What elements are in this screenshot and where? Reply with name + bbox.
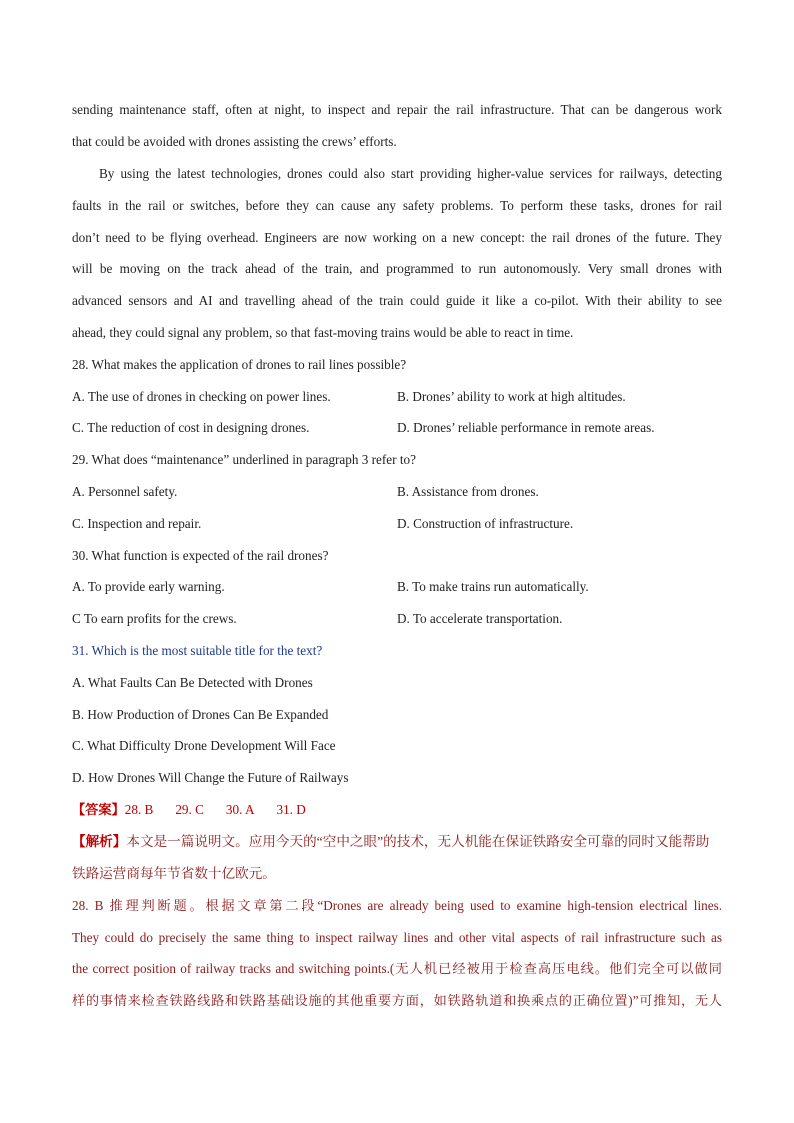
answer-item: 28. B	[124, 802, 154, 817]
option-d: D. Drones’ reliable performance in remote areas.	[397, 420, 655, 435]
analysis-detail: 样的事情来检查铁路线路和铁路基础设施的其他重要方面，如铁路轨道和换乘点的正确位置)”可推知，无人	[72, 993, 722, 1008]
option-d: D. How Drones Will Change the Future of Railways	[72, 770, 349, 785]
option-c: C. Inspection and repair.	[72, 516, 202, 531]
option-row	[72, 611, 722, 627]
passage-line: faults in the rail or switches, before they can cause any safety problems. To perform these tasks, drones for rail	[72, 198, 722, 213]
answer-item: 30. A	[225, 802, 255, 817]
analysis-tag: 【解析】	[72, 834, 127, 849]
option-c: C To earn profits for the crews.	[72, 611, 237, 626]
answer-tag: 【答案】	[72, 802, 125, 817]
option-a: A. Personnel safety.	[72, 484, 178, 499]
option-b: B. Assistance from drones.	[397, 484, 539, 499]
analysis-detail: the correct position of railway tracks and switching points.(无人机已经被用于检查高压电线。他们完全可以做同	[72, 961, 722, 976]
analysis-detail: 28. B 推理判断题。根据文章第二段“Drones are already being used to examine high-tension electrical lines.	[72, 898, 722, 913]
option-row	[72, 420, 722, 436]
option-row	[72, 579, 722, 595]
passage-line: advanced sensors and AI and travelling ahead of the train could guide it like a co-pilot. With their ability to see	[72, 293, 722, 308]
option-a: A. To provide early warning.	[72, 579, 225, 594]
option-b: B. Drones’ ability to work at high altitudes.	[397, 389, 626, 404]
option-b: B. How Production of Drones Can Be Expanded	[72, 707, 329, 722]
answer-line	[72, 802, 722, 818]
question-stem: 28. What makes the application of drones to rail lines possible?	[72, 357, 407, 372]
analysis-detail: They could do precisely the same thing to inspect railway lines and other vital aspects of rail infrastructure such as	[72, 930, 722, 945]
option-c: C. The reduction of cost in designing drones.	[72, 420, 310, 435]
option-a: A. What Faults Can Be Detected with Drones	[72, 675, 313, 690]
analysis-text: 本文是一篇说明文。应用今天的“空中之眼”的技术，无人机能在保证铁路安全可靠的同时又能帮助	[126, 834, 710, 849]
passage-line: that could be avoided with drones assisting the crews’ efforts.	[72, 134, 397, 149]
question-stem: 31. Which is the most suitable title for the text?	[72, 643, 323, 658]
passage-line: don’t need to be flying overhead. Engineers are now working on a new concept: the rail drones of the future. They	[72, 230, 722, 245]
passage-line: By using the latest technologies, drones could also start providing higher-value services for railways, detecting	[99, 166, 722, 181]
analysis-text: 铁路运营商每年节省数十亿欧元。	[72, 866, 276, 881]
passage-line: will be moving on the track ahead of the train, and programmed to run autonomously. Very small drones with	[72, 261, 722, 276]
option-d: D. Construction of infrastructure.	[397, 516, 574, 531]
option-row	[72, 389, 722, 405]
option-row	[72, 516, 722, 532]
passage-line: sending maintenance staff, often at night, to inspect and repair the rail infrastructure. That can be dangerous work	[72, 102, 722, 117]
question-stem: 30. What function is expected of the rail drones?	[72, 548, 329, 563]
analysis-summary	[72, 834, 722, 850]
option-d: D. To accelerate transportation.	[397, 611, 563, 626]
option-row	[72, 484, 722, 500]
answer-item: 31. D	[276, 802, 306, 817]
answer-item: 29. C	[175, 802, 204, 817]
passage-line: ahead, they could signal any problem, so that fast-moving trains would be able to react in time.	[72, 325, 574, 340]
option-a: A. The use of drones in checking on power lines.	[72, 389, 331, 404]
question-stem: 29. What does “maintenance” underlined in paragraph 3 refer to?	[72, 452, 416, 467]
option-c: C. What Difficulty Drone Development Will Face	[72, 738, 336, 753]
option-b: B. To make trains run automatically.	[397, 579, 589, 594]
